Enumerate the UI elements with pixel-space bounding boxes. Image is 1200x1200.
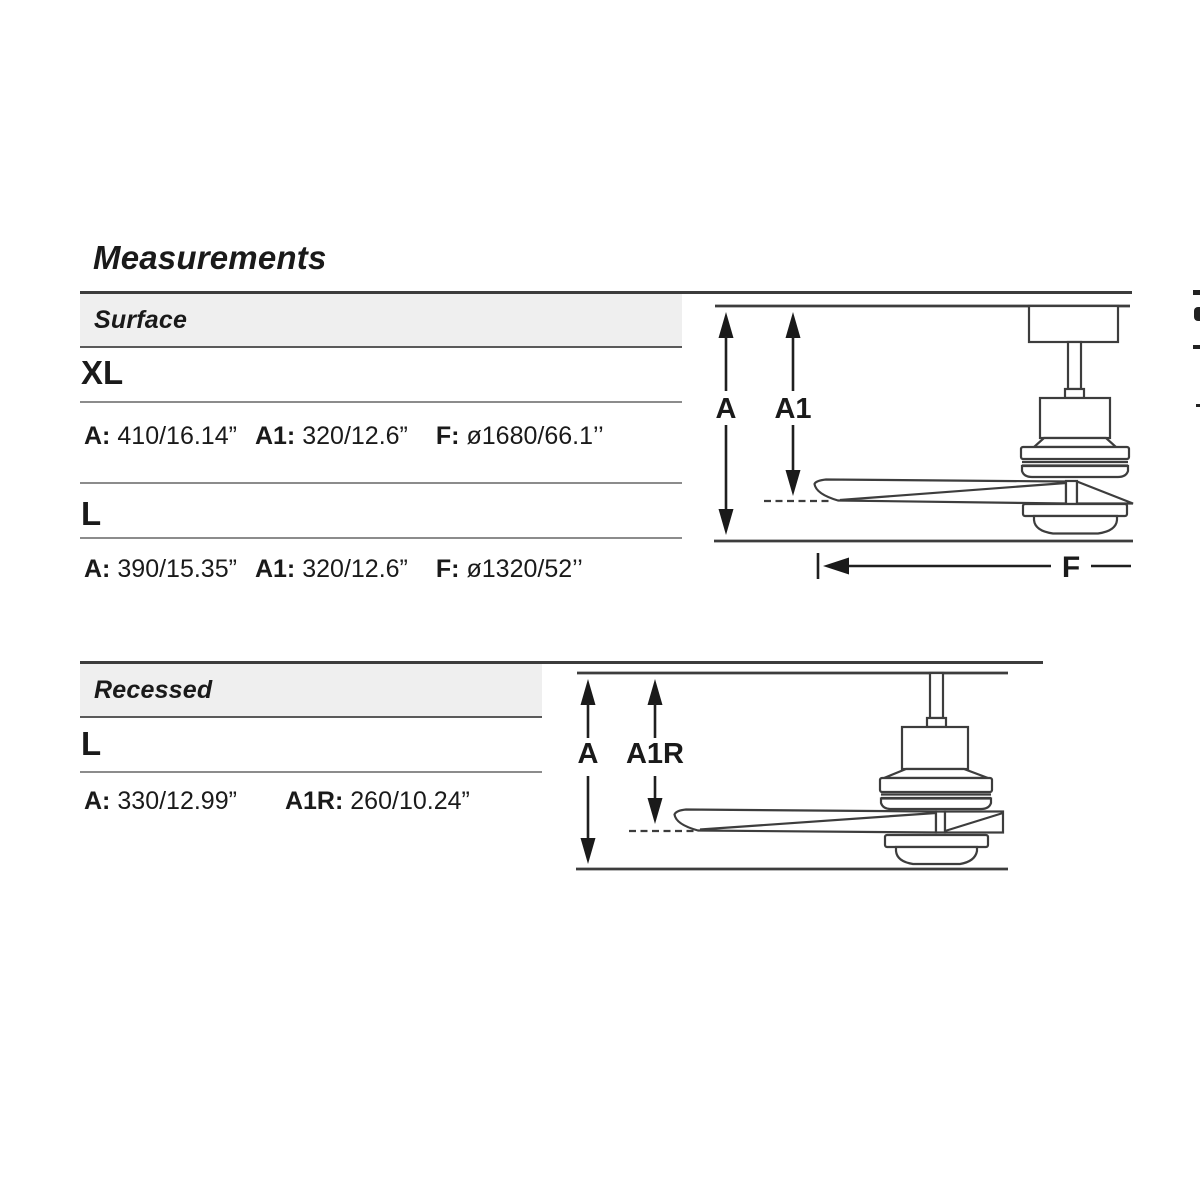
- dimension-label-a: A: [715, 393, 737, 425]
- ceiling-mount-box: [1029, 306, 1118, 342]
- size-label-l: L: [81, 495, 102, 532]
- spec-label: A:: [84, 555, 111, 583]
- specs-row-xl: [84, 421, 604, 451]
- spec-value: ø1320/52’’: [466, 555, 583, 583]
- clipped-artifact: [1193, 290, 1200, 295]
- blade-hub: [1066, 481, 1077, 504]
- light-kit-flange: [885, 835, 988, 847]
- divider: [80, 771, 542, 773]
- page-title: Measurements: [93, 239, 327, 276]
- light-kit-dome: [896, 847, 977, 864]
- dimension-label-a1: A1: [774, 393, 812, 425]
- dimension-arrow-a: [716, 312, 737, 535]
- downrod: [930, 673, 943, 718]
- motor-body: [1040, 398, 1110, 438]
- divider: [80, 716, 542, 718]
- spec-label: A1:: [254, 422, 296, 450]
- spec-label: A1:: [254, 555, 296, 583]
- housing-lower-band: [1022, 466, 1128, 477]
- motor-body: [902, 727, 968, 769]
- housing-lower-band: [881, 799, 991, 810]
- spec-a: [84, 554, 237, 584]
- spec-a1r: [285, 786, 470, 816]
- housing-flare: [884, 769, 988, 778]
- downrod-collar: [927, 718, 946, 727]
- surface-header-label: Surface: [94, 305, 188, 334]
- size-label-xl: XL: [81, 354, 124, 391]
- light-kit-dome: [1034, 516, 1117, 534]
- spec-a1: [255, 554, 408, 584]
- spec-value: 320/12.6”: [302, 555, 408, 583]
- spec-label: A1R:: [284, 787, 344, 815]
- spec-value: 390/15.35”: [117, 555, 237, 583]
- specs-row-l-recessed: [84, 786, 470, 816]
- dimension-label-a: A: [577, 738, 599, 770]
- recessed-mount-fan-diagram: [555, 655, 1055, 890]
- spec-a: [84, 786, 237, 816]
- dimension-arrow-a1: [774, 312, 811, 496]
- downrod-collar: [1065, 389, 1084, 398]
- spec-value: 410/16.14”: [117, 422, 237, 450]
- specs-row-l: [84, 554, 583, 584]
- housing-flare: [1034, 438, 1116, 447]
- spec-a1: [255, 421, 408, 451]
- spec-value: 320/12.6”: [302, 422, 408, 450]
- spec-label: F:: [435, 422, 460, 450]
- clipped-artifact: [1196, 404, 1200, 407]
- spec-label: F:: [435, 555, 460, 583]
- spec-a: [84, 421, 237, 451]
- dimension-label-f: F: [1061, 551, 1081, 584]
- blade-hub: [936, 812, 945, 833]
- clipped-artifact: [1194, 307, 1200, 321]
- downrod: [1068, 342, 1081, 389]
- dimension-arrow-f: [818, 551, 1131, 584]
- light-kit-flange: [1023, 504, 1127, 516]
- dimension-label-a1r: A1R: [625, 738, 685, 770]
- spec-value: 330/12.99”: [117, 787, 237, 815]
- spec-label: A:: [84, 787, 111, 815]
- recessed-header-bar: [80, 664, 542, 716]
- far-blade: [1077, 482, 1133, 504]
- recessed-header-label: Recessed: [94, 675, 213, 704]
- ceiling-fan-drawing: [815, 306, 1134, 534]
- ceiling-fan-drawing: [675, 673, 1004, 864]
- housing-band: [1021, 447, 1129, 459]
- spec-value: ø1680/66.1’’: [466, 422, 604, 450]
- dimension-arrow-a1r: [626, 679, 684, 824]
- surface-mount-fan-diagram: [560, 280, 1200, 610]
- dimension-arrow-a: [578, 679, 599, 864]
- spec-label: A:: [84, 422, 111, 450]
- spec-value: 260/10.24”: [350, 787, 470, 815]
- clipped-artifact: [1193, 345, 1200, 349]
- size-label-l-recessed: L: [81, 725, 102, 762]
- housing-band: [880, 778, 992, 792]
